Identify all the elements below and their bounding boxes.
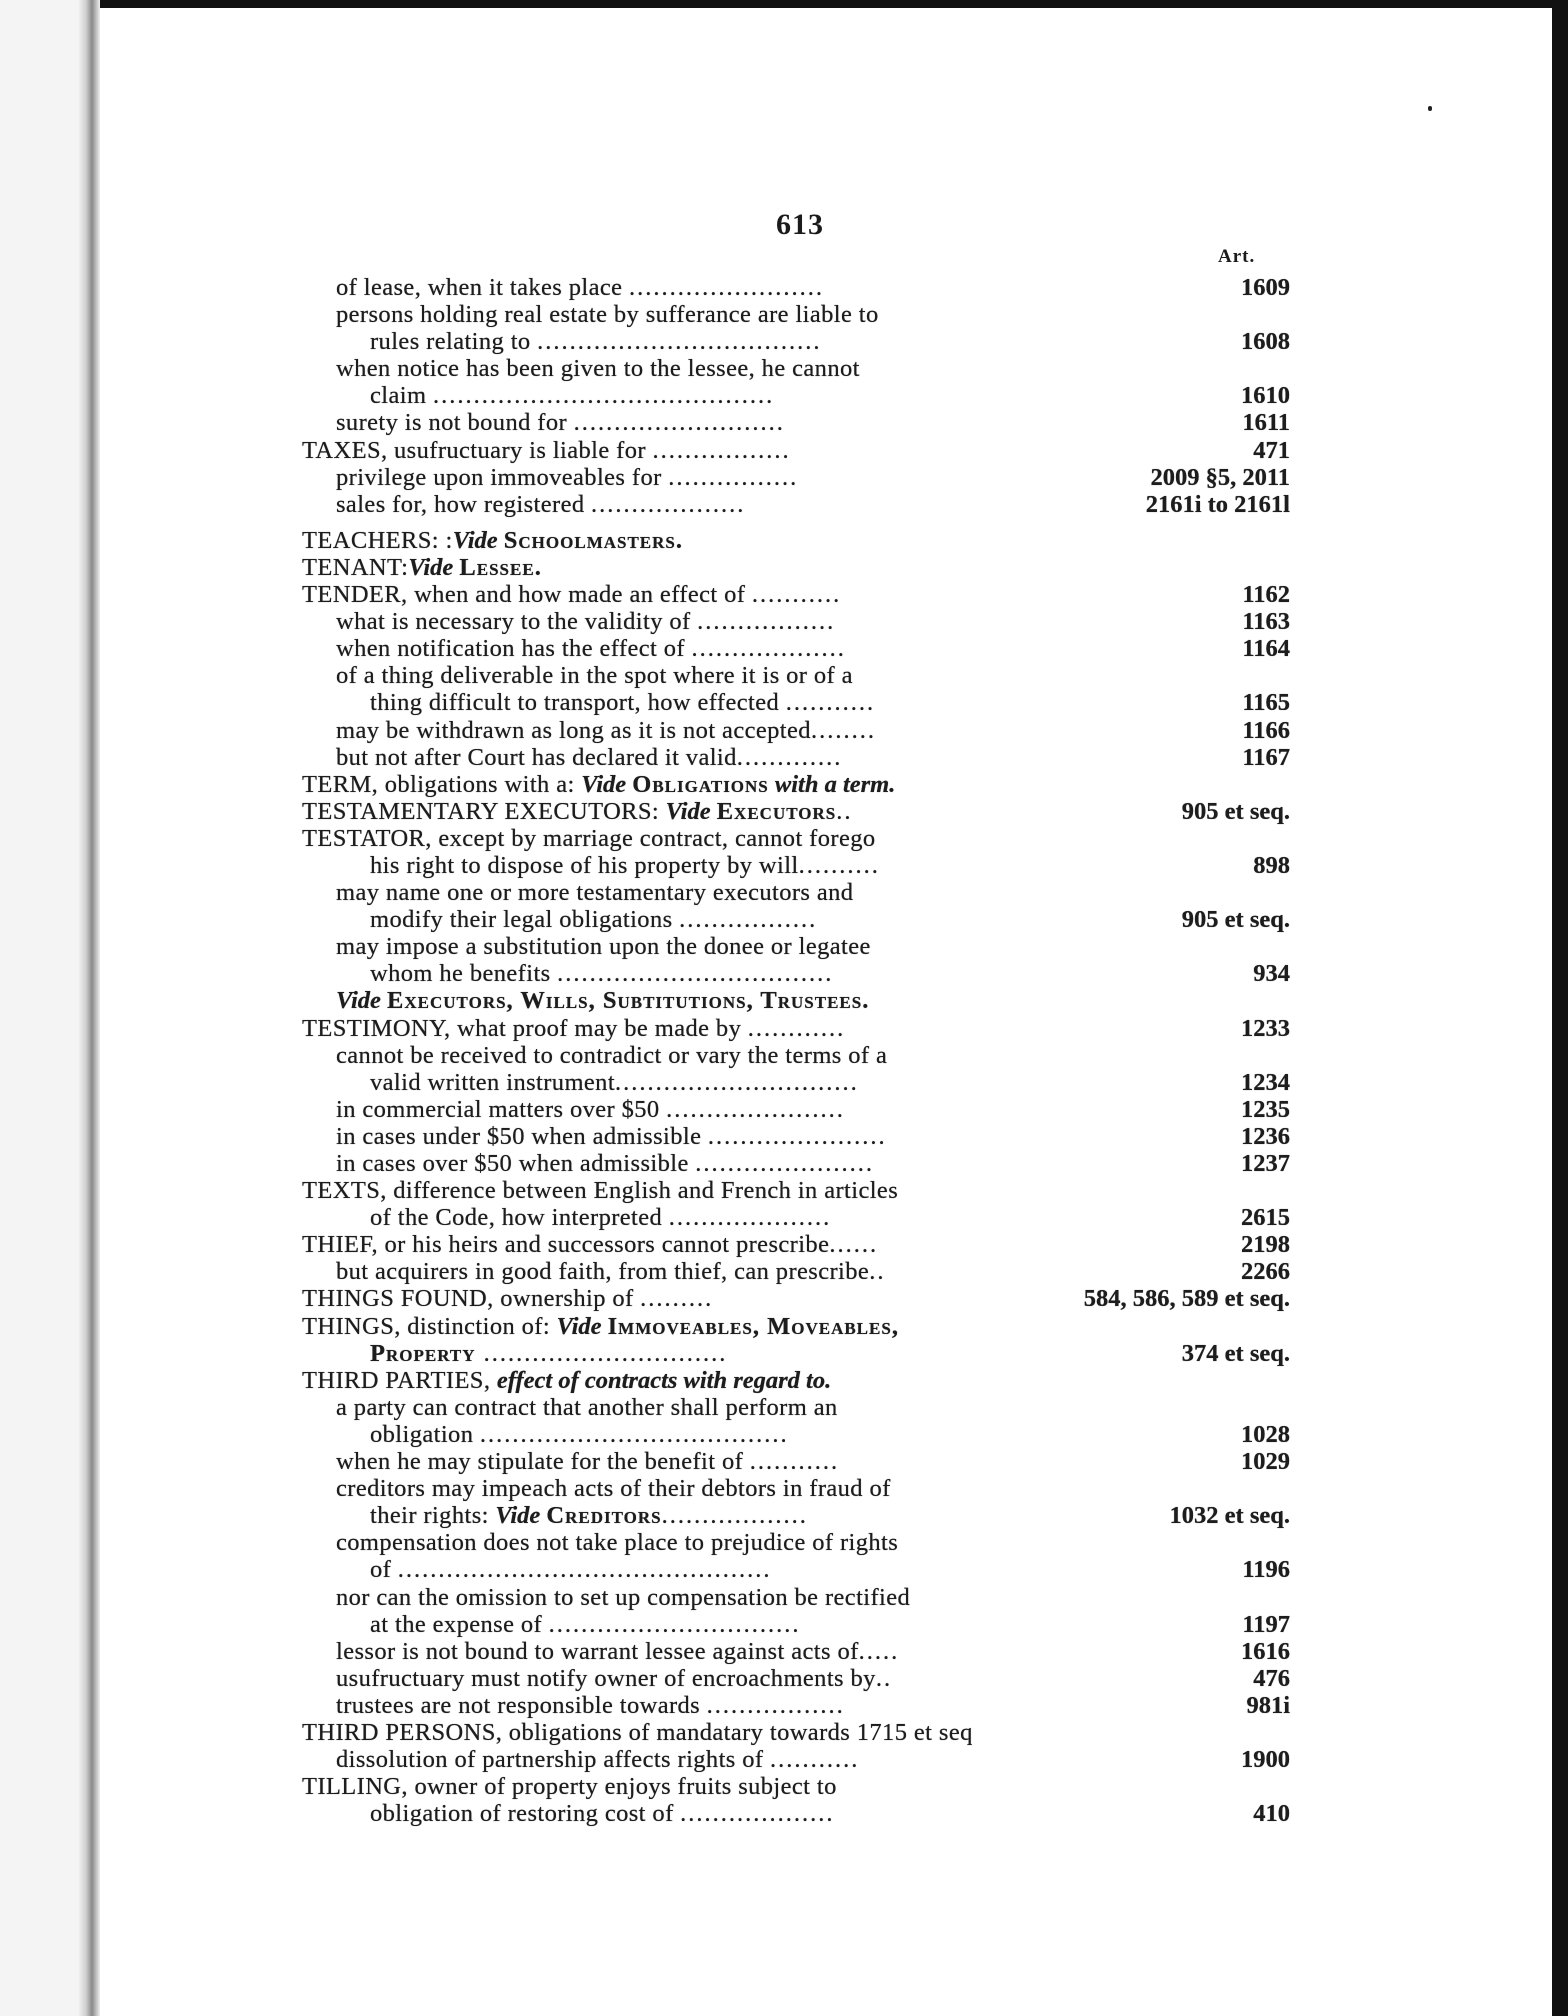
index-entry-line xyxy=(302,1096,1290,1123)
dot-leader: ...................... xyxy=(707,1122,887,1150)
entry-text: TAXES, usufructuary is liable for xyxy=(302,436,653,464)
index-entry-line xyxy=(302,1150,1290,1177)
dot-leader: ................... xyxy=(691,635,846,663)
index-entry-line xyxy=(302,933,1290,960)
entry-text: but acquirers in good faith, from thief, can prescribe xyxy=(336,1258,870,1286)
index-entry-line xyxy=(302,1719,1290,1746)
index-entry-line xyxy=(302,1502,1290,1529)
index-entry-line xyxy=(302,1394,1290,1421)
article-reference: 905 et seq. xyxy=(1181,906,1290,934)
dot-leader: .................................. xyxy=(557,960,834,988)
entry-text: persons holding real estate by sufferance are liable to xyxy=(336,301,879,329)
article-reference: 476 xyxy=(1253,1664,1290,1692)
scan-speck xyxy=(1428,106,1432,111)
article-reference: 1609 xyxy=(1241,274,1290,301)
index-entry-line xyxy=(302,689,1290,716)
index-entry-line xyxy=(302,798,1290,825)
dot-leader: ................... xyxy=(591,490,746,518)
entry-text: valid written instrument xyxy=(370,1068,616,1096)
entry-text: their rights: xyxy=(370,1502,496,1530)
article-reference: 2161i to 2161l xyxy=(1145,490,1290,518)
index-entry-line xyxy=(302,1123,1290,1150)
page-number: 613 xyxy=(776,208,824,241)
cross-reference: Executors xyxy=(716,797,837,825)
index-entry-line xyxy=(302,1692,1290,1719)
entry-text: TENDER, when and how made an effect of xyxy=(302,581,752,609)
entry-text: at the expense of xyxy=(370,1610,549,1638)
index-entry-line xyxy=(302,1204,1290,1231)
article-reference: 2615 xyxy=(1241,1204,1290,1232)
index-entry-line xyxy=(302,1475,1290,1502)
article-reference: 2266 xyxy=(1241,1258,1290,1286)
entry-text: TESTATOR, except by marriage contract, cannot forego xyxy=(302,824,876,852)
article-reference: 2198 xyxy=(1241,1231,1290,1259)
dot-leader: .. xyxy=(869,1258,886,1286)
dot-leader: ................... xyxy=(680,1800,835,1828)
entry-text: when he may stipulate for the benefit of xyxy=(336,1448,750,1476)
article-reference: 471 xyxy=(1253,436,1290,464)
dot-leader: .......................................... xyxy=(432,382,775,410)
cross-reference: Obligations xyxy=(632,770,769,798)
dot-leader: ..... xyxy=(858,1637,900,1665)
vide-label: Vide xyxy=(495,1502,541,1530)
index-entry-line xyxy=(302,1177,1290,1204)
article-reference: 2009 §5, 2011 xyxy=(1150,463,1290,491)
index-entry-line xyxy=(302,437,1290,464)
dot-leader: ................. xyxy=(679,906,818,934)
dot-leader: ........... xyxy=(785,689,876,717)
entry-text: in cases over $50 when admissible xyxy=(336,1150,696,1177)
article-reference: 584, 586, 589 et seq. xyxy=(1083,1285,1290,1313)
dot-leader: .............................................. xyxy=(397,1556,772,1584)
index-entry-line xyxy=(302,771,1290,798)
entry-text: TENANT: xyxy=(302,553,409,581)
index-entry-line xyxy=(302,409,1290,436)
entry-text: privilege upon immoveables for xyxy=(336,463,669,491)
article-reference: 1608 xyxy=(1241,328,1290,356)
entry-text: may name one or more testamentary executors and xyxy=(336,879,854,907)
index-entry-line xyxy=(302,464,1290,491)
entry-text: THIRD PARTIES, xyxy=(302,1366,497,1394)
entry-text: usufructuary must notify owner of encroachments by xyxy=(336,1664,876,1692)
index-entry-line xyxy=(302,1448,1290,1475)
index-entry-line xyxy=(302,608,1290,635)
index-entry-line xyxy=(302,1529,1290,1556)
article-reference: 1610 xyxy=(1241,382,1290,410)
index-entry-line xyxy=(302,1773,1290,1800)
dot-leader: .................... xyxy=(668,1204,832,1232)
entry-text: dissolution of partnership affects rights of xyxy=(336,1746,770,1774)
index-entry-line xyxy=(302,355,1290,382)
vide-label: Vide xyxy=(408,553,454,581)
article-reference: 905 et seq. xyxy=(1181,797,1290,825)
entry-text: THINGS FOUND, ownership of xyxy=(302,1285,641,1313)
entry-text: TEACHERS: : xyxy=(302,526,453,554)
entry-text: TESTIMONY, what proof may be made by xyxy=(302,1014,748,1042)
dot-leader: .............................. xyxy=(615,1068,859,1096)
article-reference: 934 xyxy=(1253,960,1290,988)
entry-text: may be withdrawn as long as it is not accepted xyxy=(336,716,811,744)
entry-text: TEXTS, difference between English and French in articles xyxy=(302,1177,899,1205)
index-entry-line xyxy=(302,554,1290,581)
index-entry-line xyxy=(302,301,1290,328)
cross-reference: Lessee. xyxy=(459,553,542,581)
dot-leader: ........... xyxy=(751,581,842,609)
entry-text: TILLING, owner of property enjoys fruits subject to xyxy=(302,1773,837,1801)
article-reference: 1029 xyxy=(1241,1448,1290,1476)
dot-leader: ...................... xyxy=(666,1095,845,1123)
index-entry-line xyxy=(302,274,1290,301)
dot-leader: ........... xyxy=(769,1746,860,1774)
dot-leader: ...................................... xyxy=(479,1420,789,1448)
index-entry-line xyxy=(302,852,1290,879)
dot-leader: .................. xyxy=(661,1502,808,1530)
entry-text: whom he benefits xyxy=(370,960,558,988)
index-entry-line xyxy=(302,1015,1290,1042)
cross-reference: Creditors xyxy=(546,1502,662,1530)
cross-reference: Executors, Wills, Subtitutions, Trustees. xyxy=(387,987,870,1015)
index-entry-line xyxy=(302,581,1290,608)
entry-text: a party can contract that another shall perform an xyxy=(336,1393,838,1421)
dot-leader: ............ xyxy=(747,1014,846,1042)
index-entry-line xyxy=(302,1285,1290,1312)
dot-leader: ............................... xyxy=(548,1610,801,1638)
cross-reference: Immoveables, Moveables, xyxy=(607,1312,899,1340)
book-binding-edge xyxy=(0,0,100,2016)
article-reference: 1233 xyxy=(1241,1014,1290,1042)
article-reference: 410 xyxy=(1253,1800,1290,1828)
article-reference: 1611 xyxy=(1242,409,1290,437)
index-entry-line xyxy=(302,825,1290,852)
dot-leader: ........ xyxy=(810,716,876,744)
entry-text: of the Code, how interpreted xyxy=(370,1204,669,1232)
index-entry-line xyxy=(302,1800,1290,1827)
article-reference: 1237 xyxy=(1241,1150,1290,1177)
article-reference: 1900 xyxy=(1241,1746,1290,1774)
dot-leader: .......................... xyxy=(573,409,785,437)
index-entry-line xyxy=(302,987,1290,1014)
dot-leader: .............................. xyxy=(475,1339,728,1367)
index-entry-line xyxy=(302,1611,1290,1638)
entry-text: in cases under $50 when admissible xyxy=(336,1122,708,1150)
vide-label: Vide xyxy=(556,1312,602,1340)
article-reference: 1616 xyxy=(1241,1637,1290,1665)
index-entry-line xyxy=(302,1258,1290,1285)
entry-text: creditors may impeach acts of their debtors in fraud of xyxy=(336,1475,891,1503)
cross-reference: Property xyxy=(370,1339,476,1367)
article-reference: 1163 xyxy=(1242,608,1290,636)
dot-leader: .. xyxy=(875,1664,893,1692)
entry-text: cannot be received to contradict or vary the terms of a xyxy=(336,1041,888,1069)
scan-border-top xyxy=(0,0,1568,8)
entry-text: surety is not bound for xyxy=(336,409,574,437)
dot-leader: .. xyxy=(836,797,853,825)
article-reference: 1235 xyxy=(1241,1095,1290,1123)
article-reference: 1167 xyxy=(1242,743,1290,771)
entry-text: when notification has the effect of xyxy=(336,635,692,663)
article-reference: 374 et seq. xyxy=(1181,1339,1290,1367)
index-entry-line xyxy=(302,1042,1290,1069)
index-entry-line xyxy=(302,1556,1290,1583)
entry-text: lessor is not bound to warrant lessee against acts of xyxy=(336,1637,859,1665)
index-entry-line xyxy=(302,1231,1290,1258)
index-entry-line xyxy=(302,717,1290,744)
entry-text: of a thing deliverable in the spot where it is or of a xyxy=(336,662,853,690)
article-reference: 1165 xyxy=(1242,689,1290,717)
index-entry-line xyxy=(302,1665,1290,1692)
index-entry-line xyxy=(302,1340,1290,1367)
dot-leader: ......... xyxy=(640,1285,714,1313)
dot-leader: ...................... xyxy=(695,1150,874,1177)
dot-leader: ................. xyxy=(652,436,791,464)
article-reference: 1196 xyxy=(1242,1556,1290,1584)
italic-qualifier: effect of contracts with regard to. xyxy=(496,1366,832,1394)
index-entry-line xyxy=(302,328,1290,355)
dot-leader: ........................ xyxy=(628,274,824,301)
index-entry-line xyxy=(302,1746,1290,1773)
entry-text: compensation does not take place to prejudice of rights xyxy=(336,1529,899,1557)
dot-leader: .......... xyxy=(798,851,880,879)
entry-text: obligation xyxy=(370,1420,480,1448)
dot-leader: ................................... xyxy=(537,328,822,356)
article-reference: 1028 xyxy=(1241,1420,1290,1448)
entry-text: modify their legal obligations xyxy=(370,906,680,934)
entry-text: sales for, how registered xyxy=(336,490,592,518)
dot-leader: ............. xyxy=(736,743,843,771)
index-entry-line xyxy=(302,1069,1290,1096)
article-reference: 1166 xyxy=(1242,716,1290,744)
vide-label: Vide xyxy=(336,987,381,1015)
entry-text: THIEF, or his heirs and successors cannot prescribe xyxy=(302,1231,830,1259)
vide-label: Vide xyxy=(581,770,627,798)
dot-leader: ................ xyxy=(668,463,799,491)
article-reference: 1164 xyxy=(1242,635,1290,663)
article-reference: 1032 et seq. xyxy=(1169,1502,1290,1530)
index-entry-line xyxy=(302,879,1290,906)
article-reference: 981i xyxy=(1246,1691,1290,1719)
entry-text: THINGS, distinction of: xyxy=(302,1312,557,1340)
article-reference: 1162 xyxy=(1242,581,1290,609)
index-entry-line xyxy=(302,1421,1290,1448)
index-entry-line xyxy=(302,527,1290,554)
vide-label: Vide xyxy=(452,526,498,554)
cross-reference: Schoolmasters. xyxy=(503,526,684,554)
italic-qualifier: with a term. xyxy=(768,770,896,798)
index-entry-line xyxy=(302,1638,1290,1665)
entry-text: what is necessary to the validity of xyxy=(336,608,698,636)
entry-text: TESTAMENTARY EXECUTORS: xyxy=(302,797,666,825)
entry-text: rules relating to xyxy=(370,328,538,356)
entry-text: THIRD PERSONS, obligations of mandatary towards 1715 et seq xyxy=(302,1718,973,1746)
index-entry-line xyxy=(302,906,1290,933)
entry-text: his right to dispose of his property by will xyxy=(370,851,799,879)
index-entry-line xyxy=(302,744,1290,771)
index-entry-line xyxy=(302,1313,1290,1340)
index-entry-line xyxy=(302,382,1290,409)
index-entry-line xyxy=(302,635,1290,662)
entry-text: nor can the omission to set up compensation be rectified xyxy=(336,1583,911,1611)
entry-text: thing difficult to transport, how effected xyxy=(370,689,786,717)
dot-leader: ...... xyxy=(829,1231,879,1259)
vide-label: Vide xyxy=(665,797,711,825)
article-column-header: Art. xyxy=(1218,246,1256,267)
entry-text: when notice has been given to the lessee, he cannot xyxy=(336,355,860,383)
entry-text: claim xyxy=(370,382,433,410)
scan-border-right xyxy=(1552,0,1568,2016)
article-reference: 898 xyxy=(1253,851,1290,879)
entry-text: trustees are not responsible towards xyxy=(336,1691,707,1719)
index-entry-line xyxy=(302,491,1290,518)
article-reference: 1234 xyxy=(1241,1068,1290,1096)
entry-text: in commercial matters over $50 xyxy=(336,1095,667,1123)
dot-leader: ................. xyxy=(706,1691,845,1719)
article-reference: 1197 xyxy=(1242,1610,1290,1638)
index-entry-line xyxy=(302,662,1290,689)
index-entry-line xyxy=(302,1367,1290,1394)
index-entry-line xyxy=(302,1584,1290,1611)
index-entry-line xyxy=(302,960,1290,987)
entry-text: but not after Court has declared it valid xyxy=(336,743,737,771)
dot-leader: ................. xyxy=(697,608,836,636)
entry-text: TERM, obligations with a: xyxy=(302,770,582,798)
entry-text: of lease, when it takes place xyxy=(336,274,629,301)
entry-text: of xyxy=(370,1556,398,1584)
article-reference: 1236 xyxy=(1241,1122,1290,1150)
entry-text: obligation of restoring cost of xyxy=(370,1800,681,1828)
index-entries xyxy=(302,274,1290,1827)
entry-text: may impose a substitution upon the donee or legatee xyxy=(336,933,871,961)
dot-leader: ........... xyxy=(749,1448,840,1476)
